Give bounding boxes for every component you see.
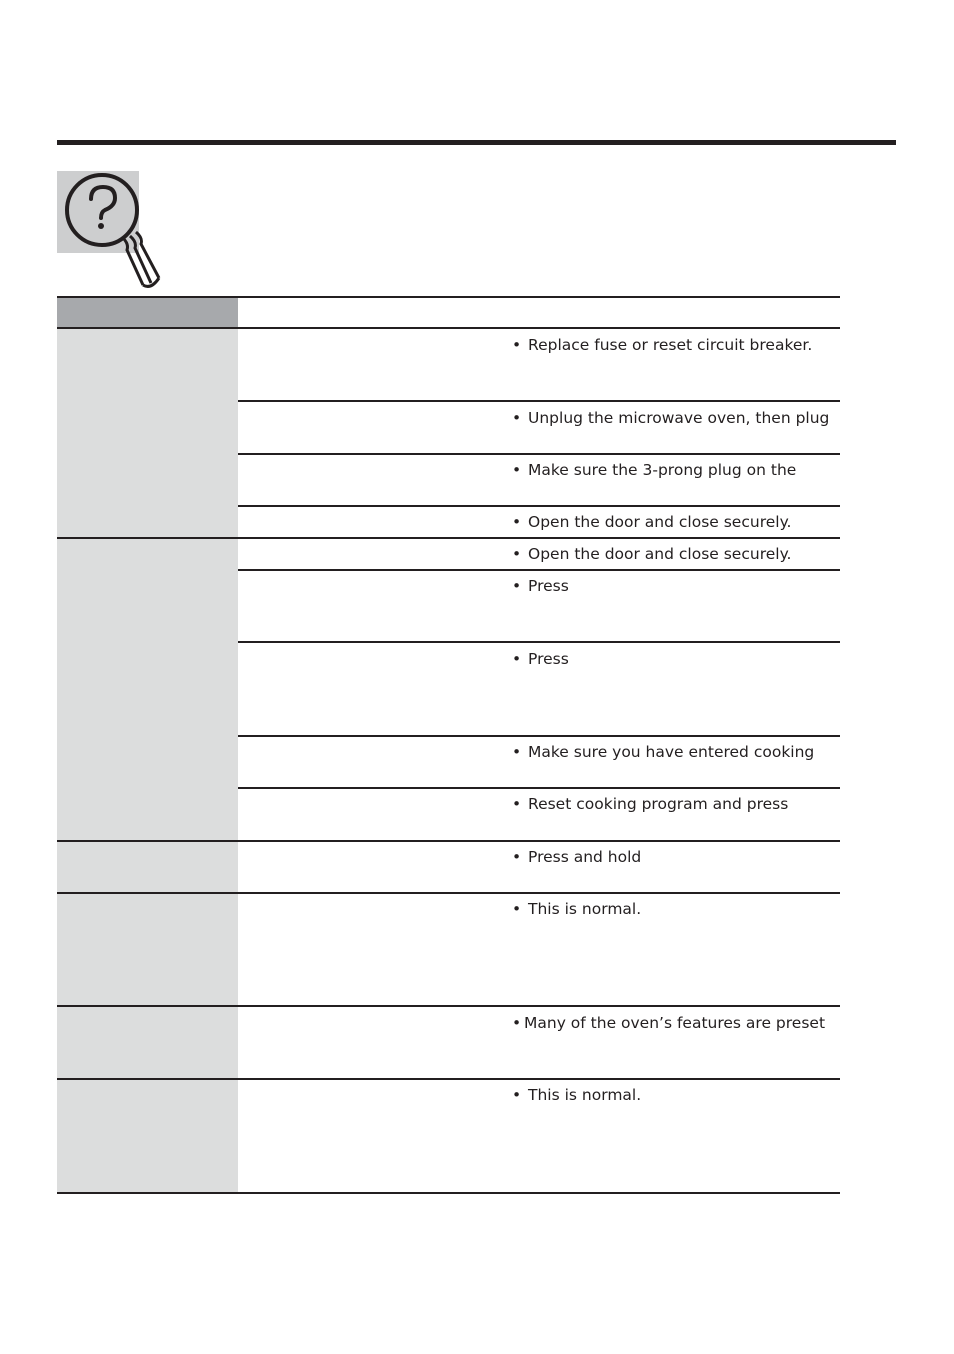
problem-column-header xyxy=(57,298,238,329)
solution-item: • Make sure you have entered cooking xyxy=(512,743,815,761)
solution-item: • Unplug the microwave oven, then plug xyxy=(512,409,830,427)
solution-item: • Press and hold xyxy=(512,848,642,866)
table-rule xyxy=(238,400,840,402)
table-rule xyxy=(57,537,840,539)
problem-cell xyxy=(57,329,238,537)
solution-item: • Many of the oven’s features are preset xyxy=(512,1014,826,1032)
problem-cell xyxy=(57,539,238,840)
solution-item: • Press xyxy=(512,577,569,595)
solution-item: • Open the door and close securely. xyxy=(512,513,792,531)
solution-item: • Reset cooking program and press xyxy=(512,795,789,813)
table-rule xyxy=(57,1078,840,1080)
solution-item: • This is normal. xyxy=(512,900,642,918)
table-rule xyxy=(57,1192,840,1194)
table-rule xyxy=(238,505,840,507)
problem-cell xyxy=(57,842,238,892)
solution-item: • Open the door and close securely. xyxy=(512,545,792,563)
table-rule xyxy=(238,787,840,789)
header-rule xyxy=(57,140,896,145)
solution-item: • Press xyxy=(512,650,569,668)
solution-item: • Make sure the 3-prong plug on the xyxy=(512,461,797,479)
solution-item: • Replace fuse or reset circuit breaker. xyxy=(512,336,813,354)
table-rule xyxy=(238,453,840,455)
table-rule xyxy=(238,641,840,643)
table-rule xyxy=(238,735,840,737)
magnifying-glass-question-icon xyxy=(57,160,177,295)
table-rule xyxy=(238,569,840,571)
table-rule xyxy=(57,1005,840,1007)
problem-cell xyxy=(57,1007,238,1078)
table-rule xyxy=(57,892,840,894)
problem-cell xyxy=(57,1080,238,1192)
solution-item: • This is normal. xyxy=(512,1086,642,1104)
problem-cell xyxy=(57,894,238,1005)
table-rule xyxy=(57,840,840,842)
